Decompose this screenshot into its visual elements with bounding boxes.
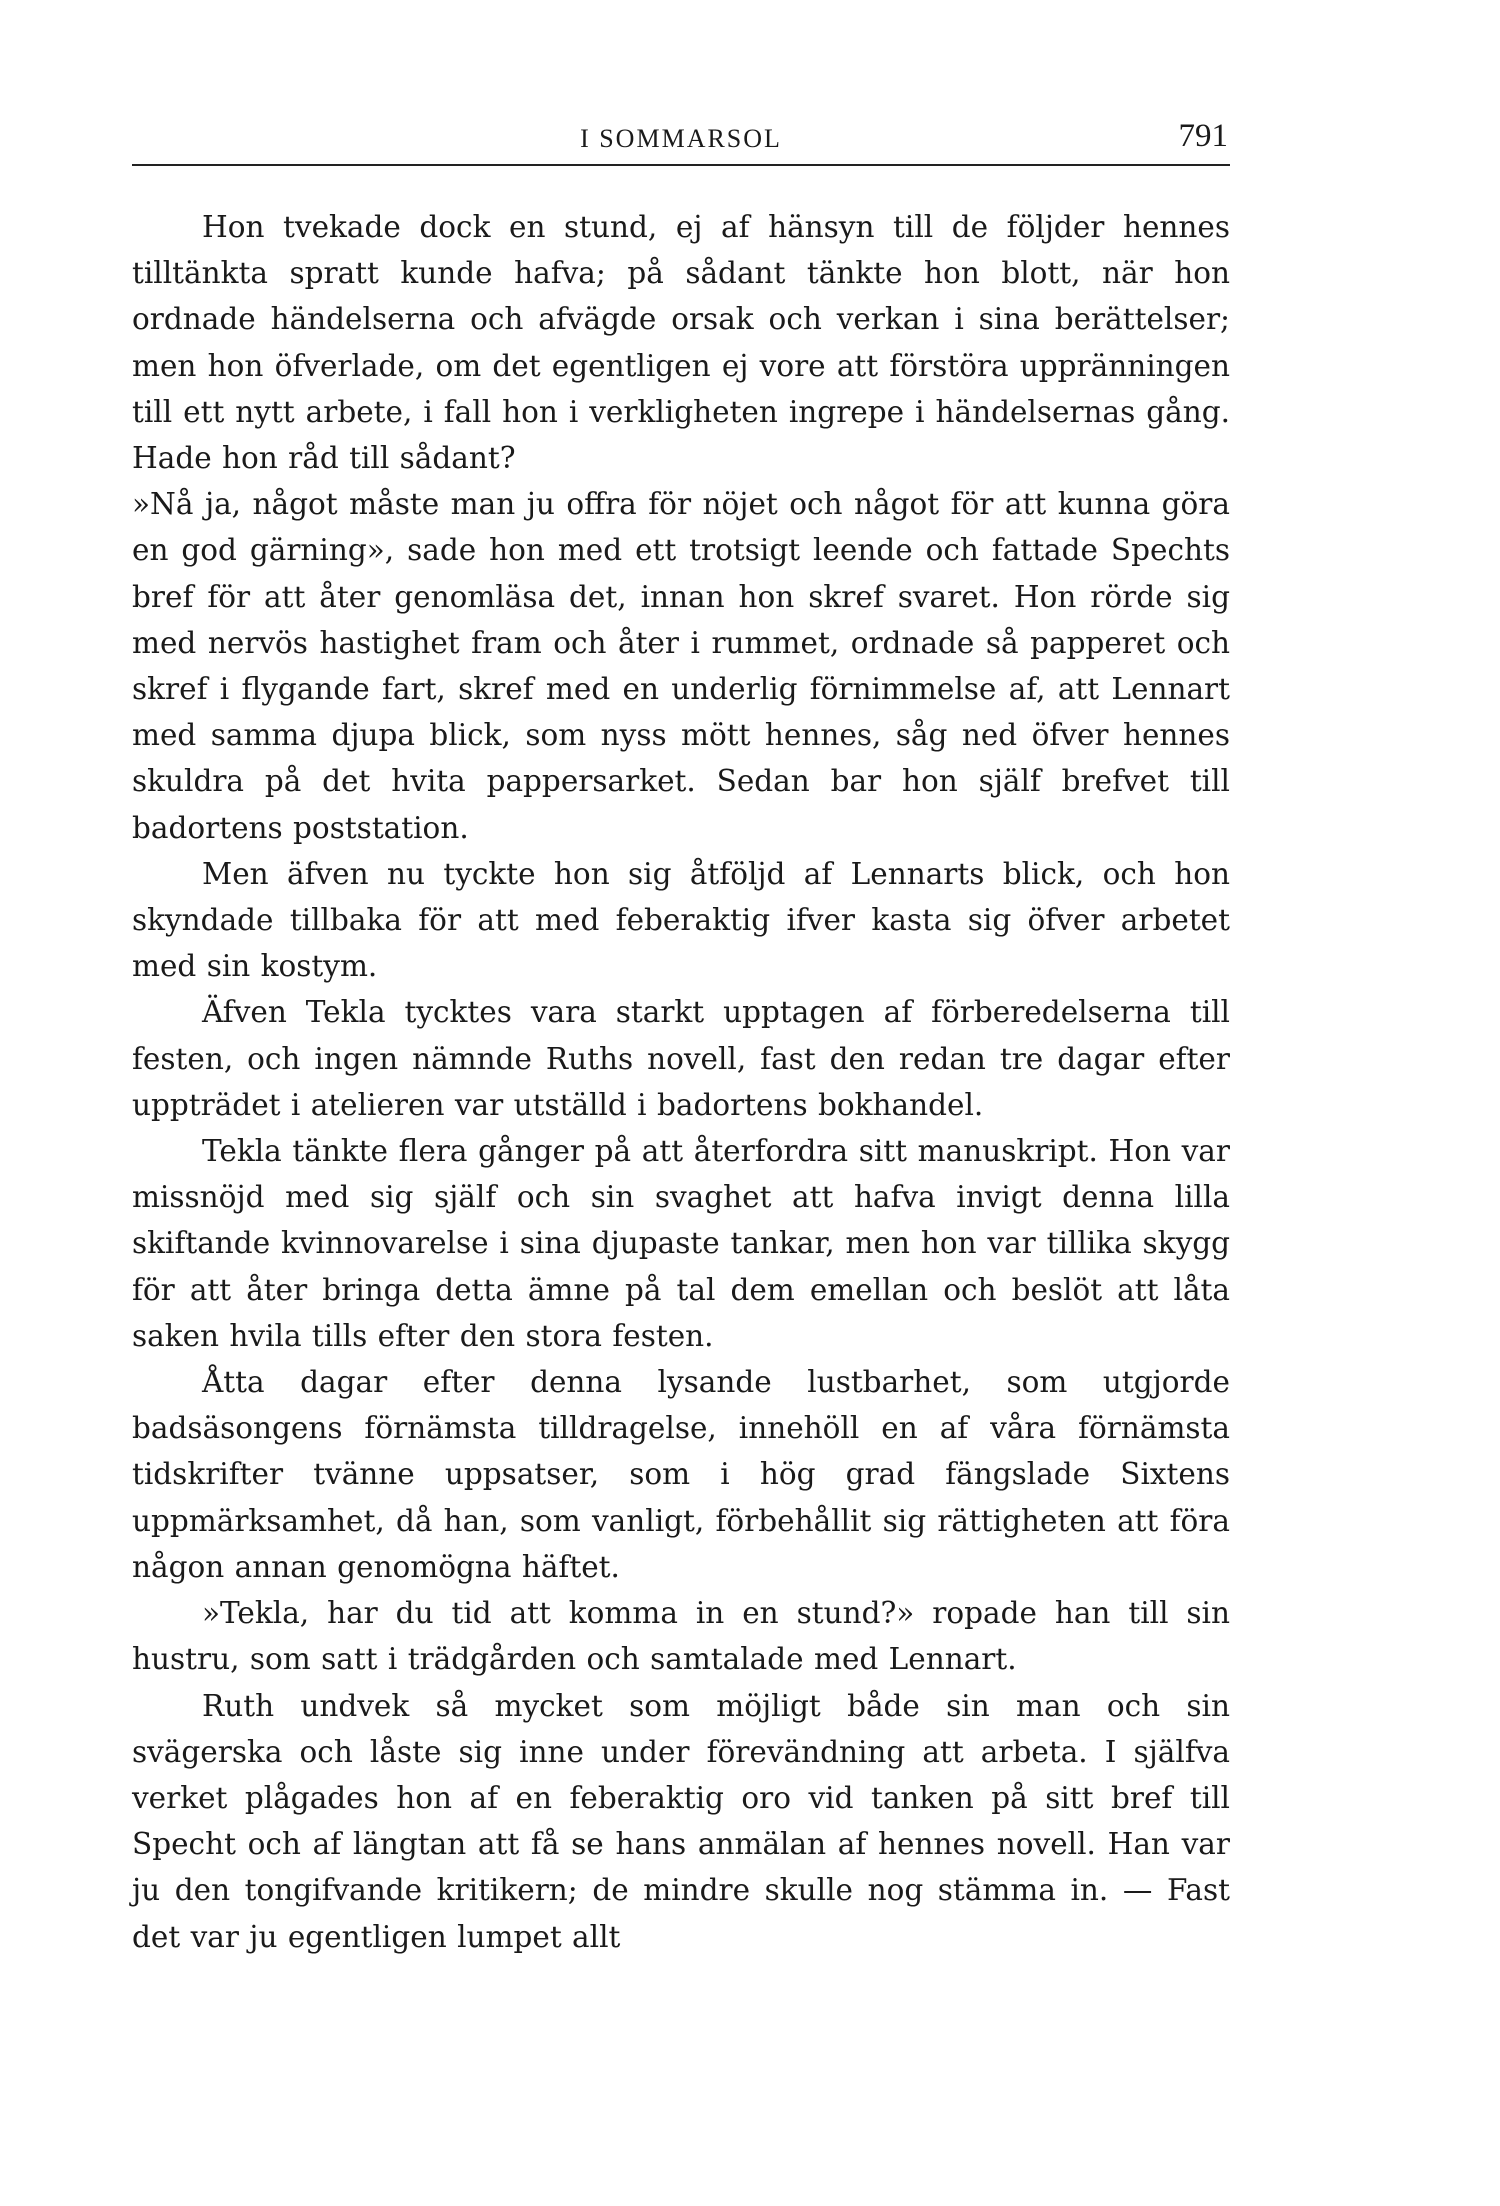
book-page: [132, 118, 1230, 1960]
paragraph: »Tekla, har du tid att komma in en stund?» ropade han till sin hustru, som satt i trädgården och samtalade med Lennart.: [132, 1596, 1230, 1677]
paragraph: Åtta dagar efter denna lysande lustbarhet, som utgjorde badsäsongens förnämsta tilldragelse, innehöll en af våra förnämsta tidskrifter tvänne uppsatser, som i hög grad fängslade Sixtens uppmärksamhet, då han, som vanligt, förbehållit sig rättigheten att föra någon annan genomögna häftet.: [132, 1365, 1230, 1584]
paragraph: Hon tvekade dock en stund, ej af hänsyn till de följder hennes tilltänkta spratt kunde hafva; på sådant tänkte hon blott, när hon ordnade händelserna och afvägde orsak och verkan i sina berättelser; men hon öfverlade, om det egentligen ej vore att förstöra uppränningen till ett nytt arbete, i fall hon i verkligheten ingrepe i händelsernas gång. Hade hon råd till sådant?: [132, 210, 1230, 476]
page-number: 791: [1178, 118, 1228, 154]
paragraph: Ruth undvek så mycket som möjligt både sin man och sin svägerska och låste sig inne under förevändning att arbeta. I själfva verket plågades hon af en feberaktig oro vid tanken på sitt bref till Specht och af längtan att få se hans anmälan af hennes novell. Han var ju den tongifvande kritikern; de mindre skulle nog stämma in. — Fast det var ju egentligen lumpet allt: [132, 1688, 1230, 1954]
paragraph: Äfven Tekla tycktes vara starkt upptagen af förberedelserna till festen, och ingen nämnde Ruths novell, fast den redan tre dagar efter uppträdet i atelieren var utställd i badortens bokhandel.: [132, 995, 1230, 1122]
paragraph: »Nå ja, något måste man ju offra för nöjet och något för att kunna göra en god gärning», sade hon med ett trotsigt leende och fattade Spechts bref för att åter genomläsa det, innan hon skref svaret. Hon rörde sig med nervös hastighet fram och åter i rummet, ordnade så papperet och skref i flygande fart, skref med en underlig förnimmelse af, att Lennart med samma djupa blick, som nyss mött hennes, såg ned öfver hennes skuldra på det hvita pappersarket. Sedan bar hon själf brefvet till badortens poststation.: [132, 487, 1230, 845]
paragraph: Men äfven nu tyckte hon sig åtföljd af Lennarts blick, och hon skyndade tillbaka för att med feberaktig ifver kasta sig öfver arbetet med sin kostym.: [132, 856, 1230, 984]
running-head: [132, 118, 1230, 166]
body-text: [132, 204, 1230, 1960]
paragraph: Tekla tänkte flera gånger på att återfordra sitt manuskript. Hon var missnöjd med sig själf och sin svaghet att hafva invigt denna lilla skiftande kvinnovarelse i sina djupaste tankar, men hon var tillika skygg för att åter bringa detta ämne på tal dem emellan och beslöt att låta saken hvila tills efter den stora festen.: [132, 1134, 1230, 1353]
running-title: I SOMMARSOL: [580, 124, 782, 153]
